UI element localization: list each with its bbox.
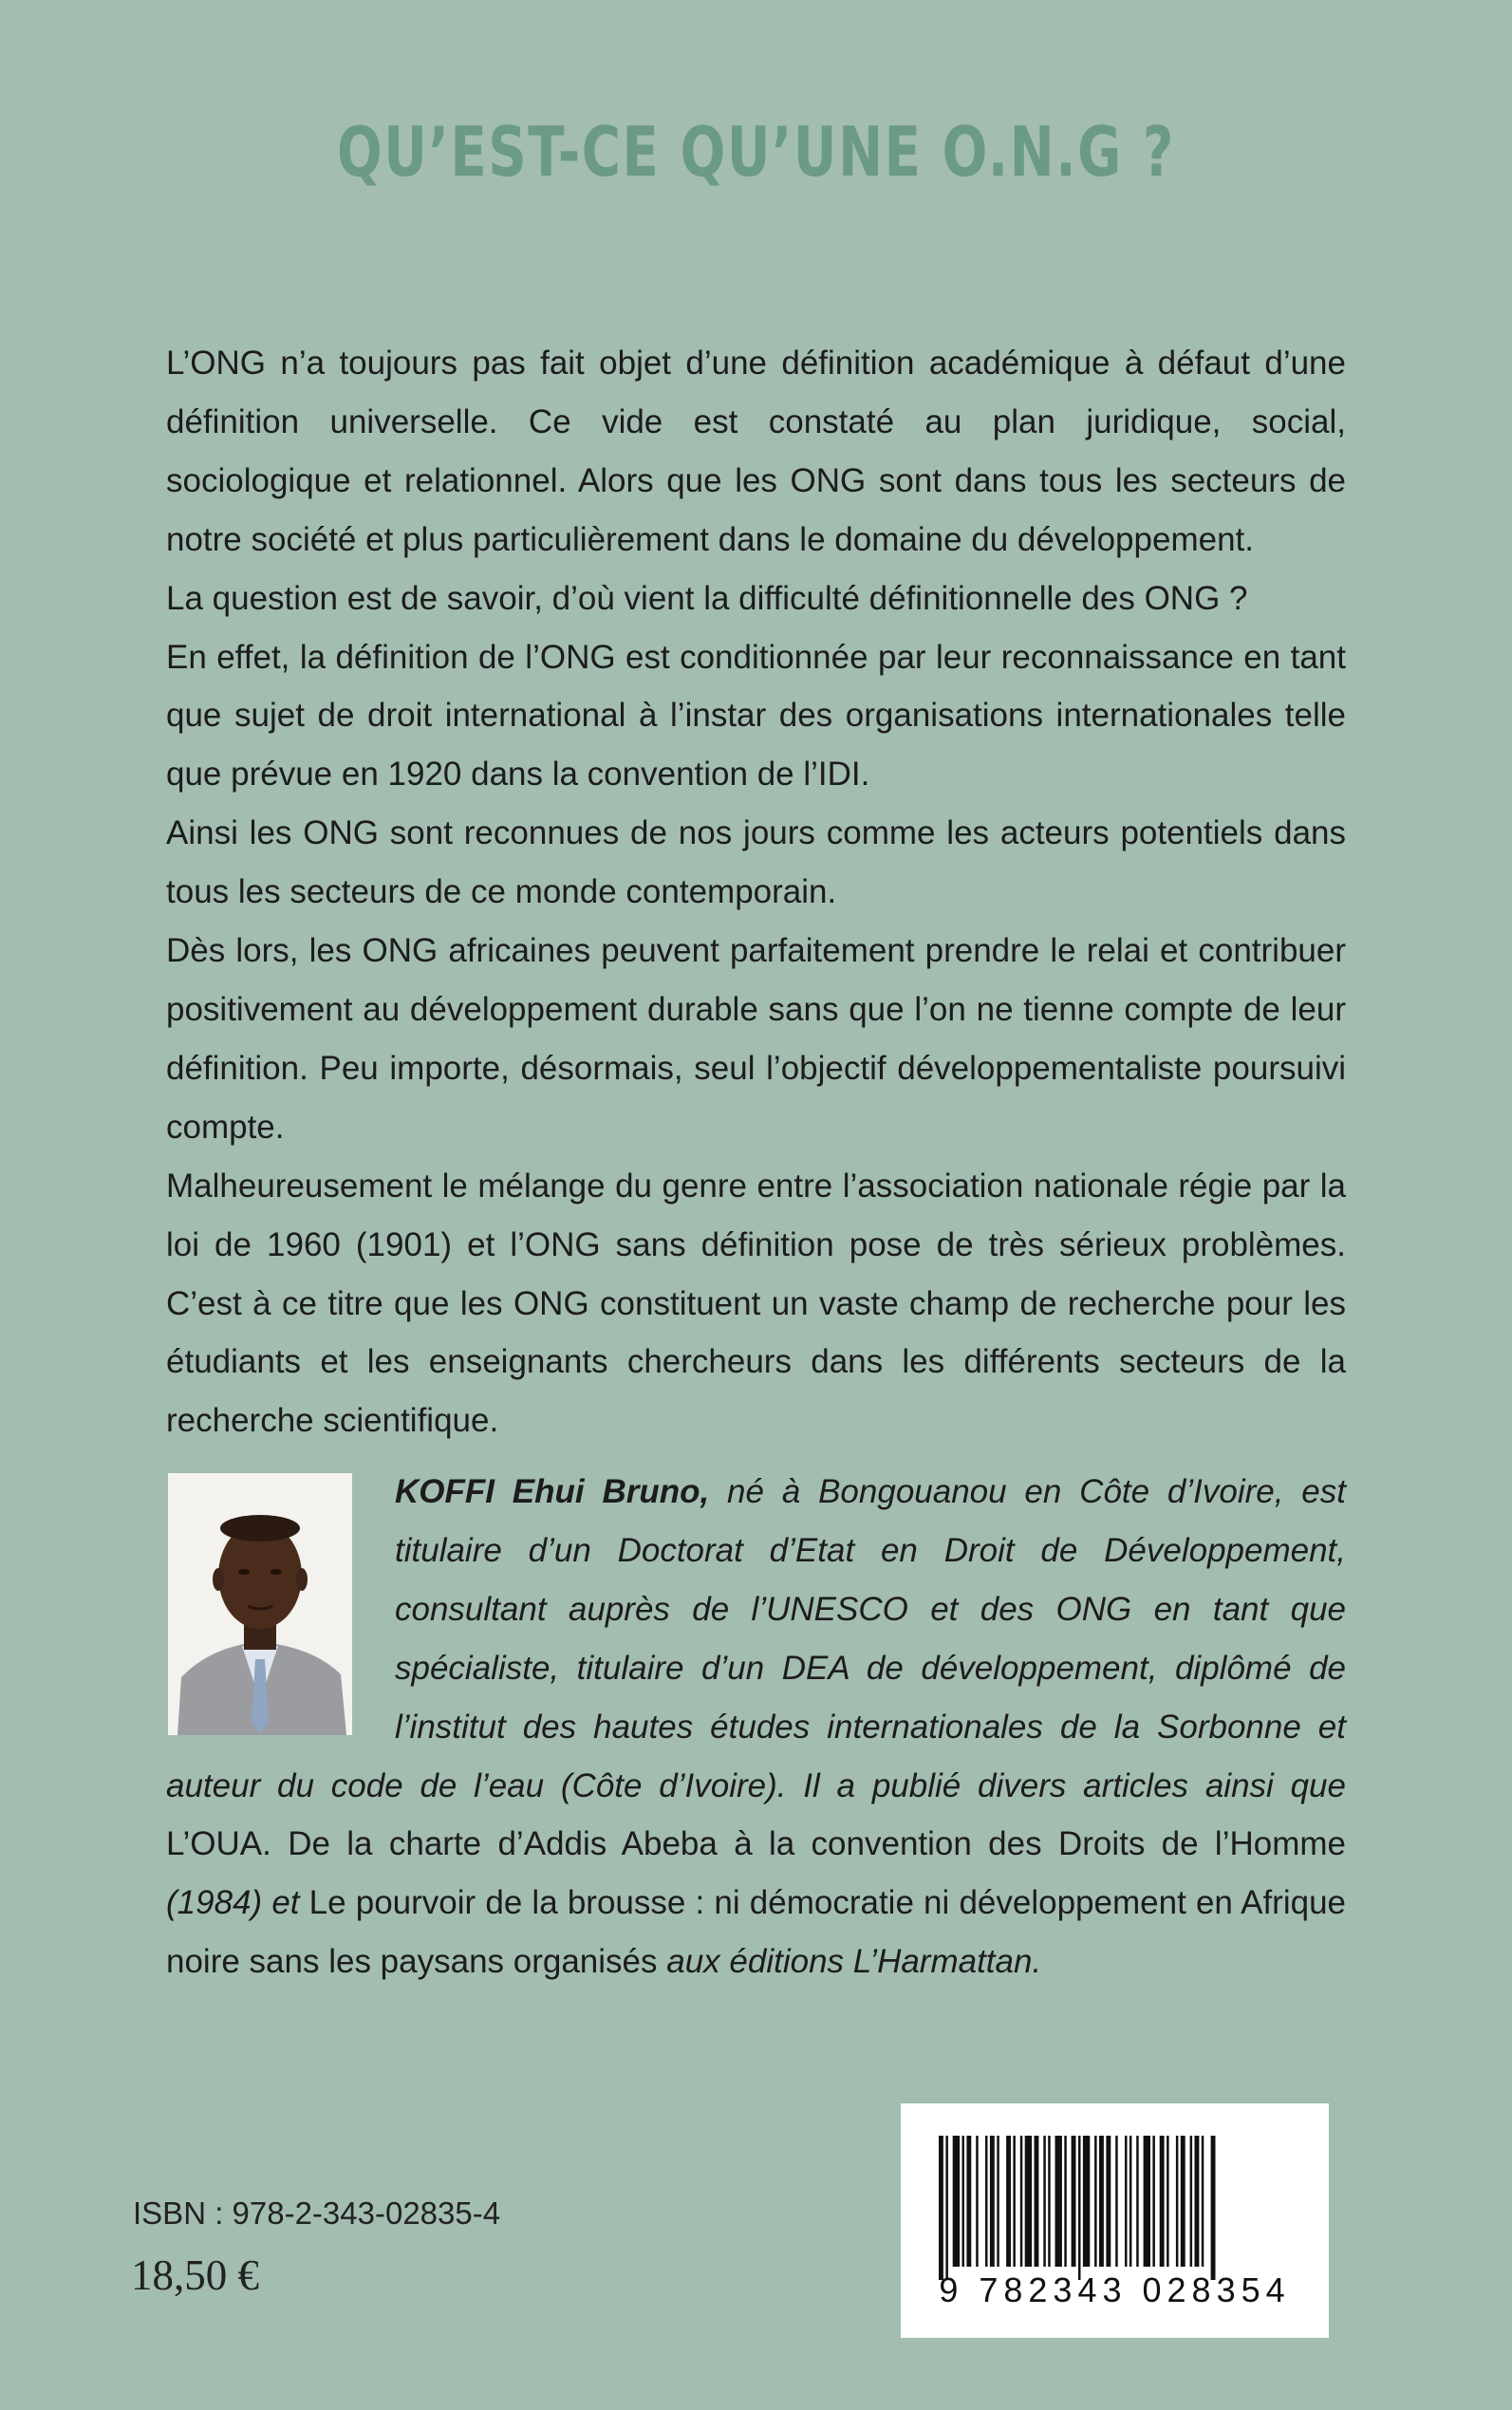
barcode-bar [985,2136,988,2267]
barcode-bar [1144,2136,1150,2267]
barcode-bar [966,2136,971,2267]
isbn: ISBN : 978-2-343-02835-4 [133,2195,501,2231]
price: 18,50 € [131,2251,259,2299]
bio-work-title: Le pourvoir de la brousse : ni démocratie ni développement en Afrique noire sans les paysans organisés [166,1884,1346,1981]
barcode-bar [997,2136,999,2267]
summary-paragraph: L’ONG n’a toujours pas fait objet d’une définition académique à défaut d’une définition universelle. Ce vide est constaté au plan juridique, social, sociologique et relationnel. Alors que les ONG sont dans tous les secteurs de notre société et plus particulièrement dans le domaine du développement. [166,345,1346,558]
summary-paragraph: Ainsi les ONG sont reconnues de nos jours comme les acteurs potentiels dans tous les secteurs de ce monde contemporain. [166,814,1346,911]
barcode-bar [1115,2136,1118,2267]
barcode-bar [1202,2136,1204,2267]
summary-paragraph: En effet, la définition de l’ONG est conditionnée par leur reconnaissance en tant que sujet de droit international à l’instar des organisations internationales telle que prévue en 1920 dans la convention de l’IDI. [166,638,1346,794]
barcode-bar [1106,2136,1111,2267]
bio-text: né à Bongouanou en Côte d’Ivoire, est titulaire d’un Doctorat d’Etat en Droit de Développement, consultant auprès de l’UNESCO et des ONG en tant que spécialiste, titulaire d’un DEA de développement, diplômé de l’institut des hautes études internationales de la Sorbonne et auteur du code de l’eau (Côte d’Ivoire). Il a publié divers articles ainsi que [166,1473,1346,1804]
barcode-bar [1181,2136,1185,2267]
summary-text [166,334,1346,1450]
barcode-bar [1072,2136,1076,2267]
author-photo [168,1473,352,1735]
barcode-bar [1152,2136,1155,2267]
barcode-bar [1190,2136,1193,2267]
barcode-bar [1064,2136,1067,2267]
barcode-bar [1083,2136,1090,2267]
barcode-bar [1167,2136,1169,2267]
bio-text: aux éditions L’Harmattan. [657,1943,1042,1981]
barcode-bar [953,2136,960,2267]
bio-work-title: L’OUA. De la charte d’Addis Abeba à la convention des Droits de l’Homme [166,1825,1346,1863]
barcode-bar [1125,2136,1128,2267]
summary-paragraph: La question est de savoir, d’où vient la difficulté définitionnelle des ONG ? [166,579,1248,617]
barcode-bar [1035,2136,1039,2267]
author-name: KOFFI Ehui Bruno, [395,1473,710,1510]
summary-paragraph: Malheureusement le mélange du genre entre l’association nationale régie par la loi de 1960 (1901) et l’ONG sans définition pose de très sérieux problèmes. C’est à ce titre que les ONG constituent un vaste champ de recherche pour les étudiants et les enseignants chercheurs dans les différents secteurs de la recherche scientifique. [166,1167,1346,1440]
barcode-bar [1160,2136,1165,2267]
barcode-digits: 9 782343 028354 [939,2270,1291,2309]
barcode-bar [1013,2136,1016,2267]
barcode-bar [1211,2136,1216,2280]
barcode-bar [976,2136,979,2267]
barcode-bar [1048,2136,1051,2267]
bio-text: (1984) et [166,1884,309,1922]
barcode-bar [990,2136,995,2267]
author-bio [166,1463,1346,1991]
barcode-bar [1129,2136,1132,2267]
barcode-bar [962,2136,965,2267]
barcode-bar [939,2136,943,2280]
summary-paragraph: Dès lors, les ONG africaines peuvent parfaitement prendre le relai et contribuer positivement au développement durable sans que l’on ne tienne compte de leur définition. Peu importe, désormais, seul l’objectif développementaliste poursuivi compte. [166,932,1346,1146]
barcode-bar [1078,2136,1081,2280]
barcode-bar [1136,2136,1139,2267]
barcode-bar [1006,2136,1011,2267]
barcode-bar [1025,2136,1032,2267]
cover-title: QU’EST-CE QU’UNE O.N.G ? [336,112,1176,192]
barcode-bar [1094,2136,1097,2267]
barcode [901,2103,1329,2338]
barcode-bar [1176,2136,1179,2267]
barcode-bar [1055,2136,1062,2267]
barcode-bar [1195,2136,1200,2267]
barcode-bar [1099,2136,1104,2267]
barcode-bar [1043,2136,1046,2267]
barcode-bar [945,2136,948,2280]
barcode-bar [1020,2136,1023,2267]
